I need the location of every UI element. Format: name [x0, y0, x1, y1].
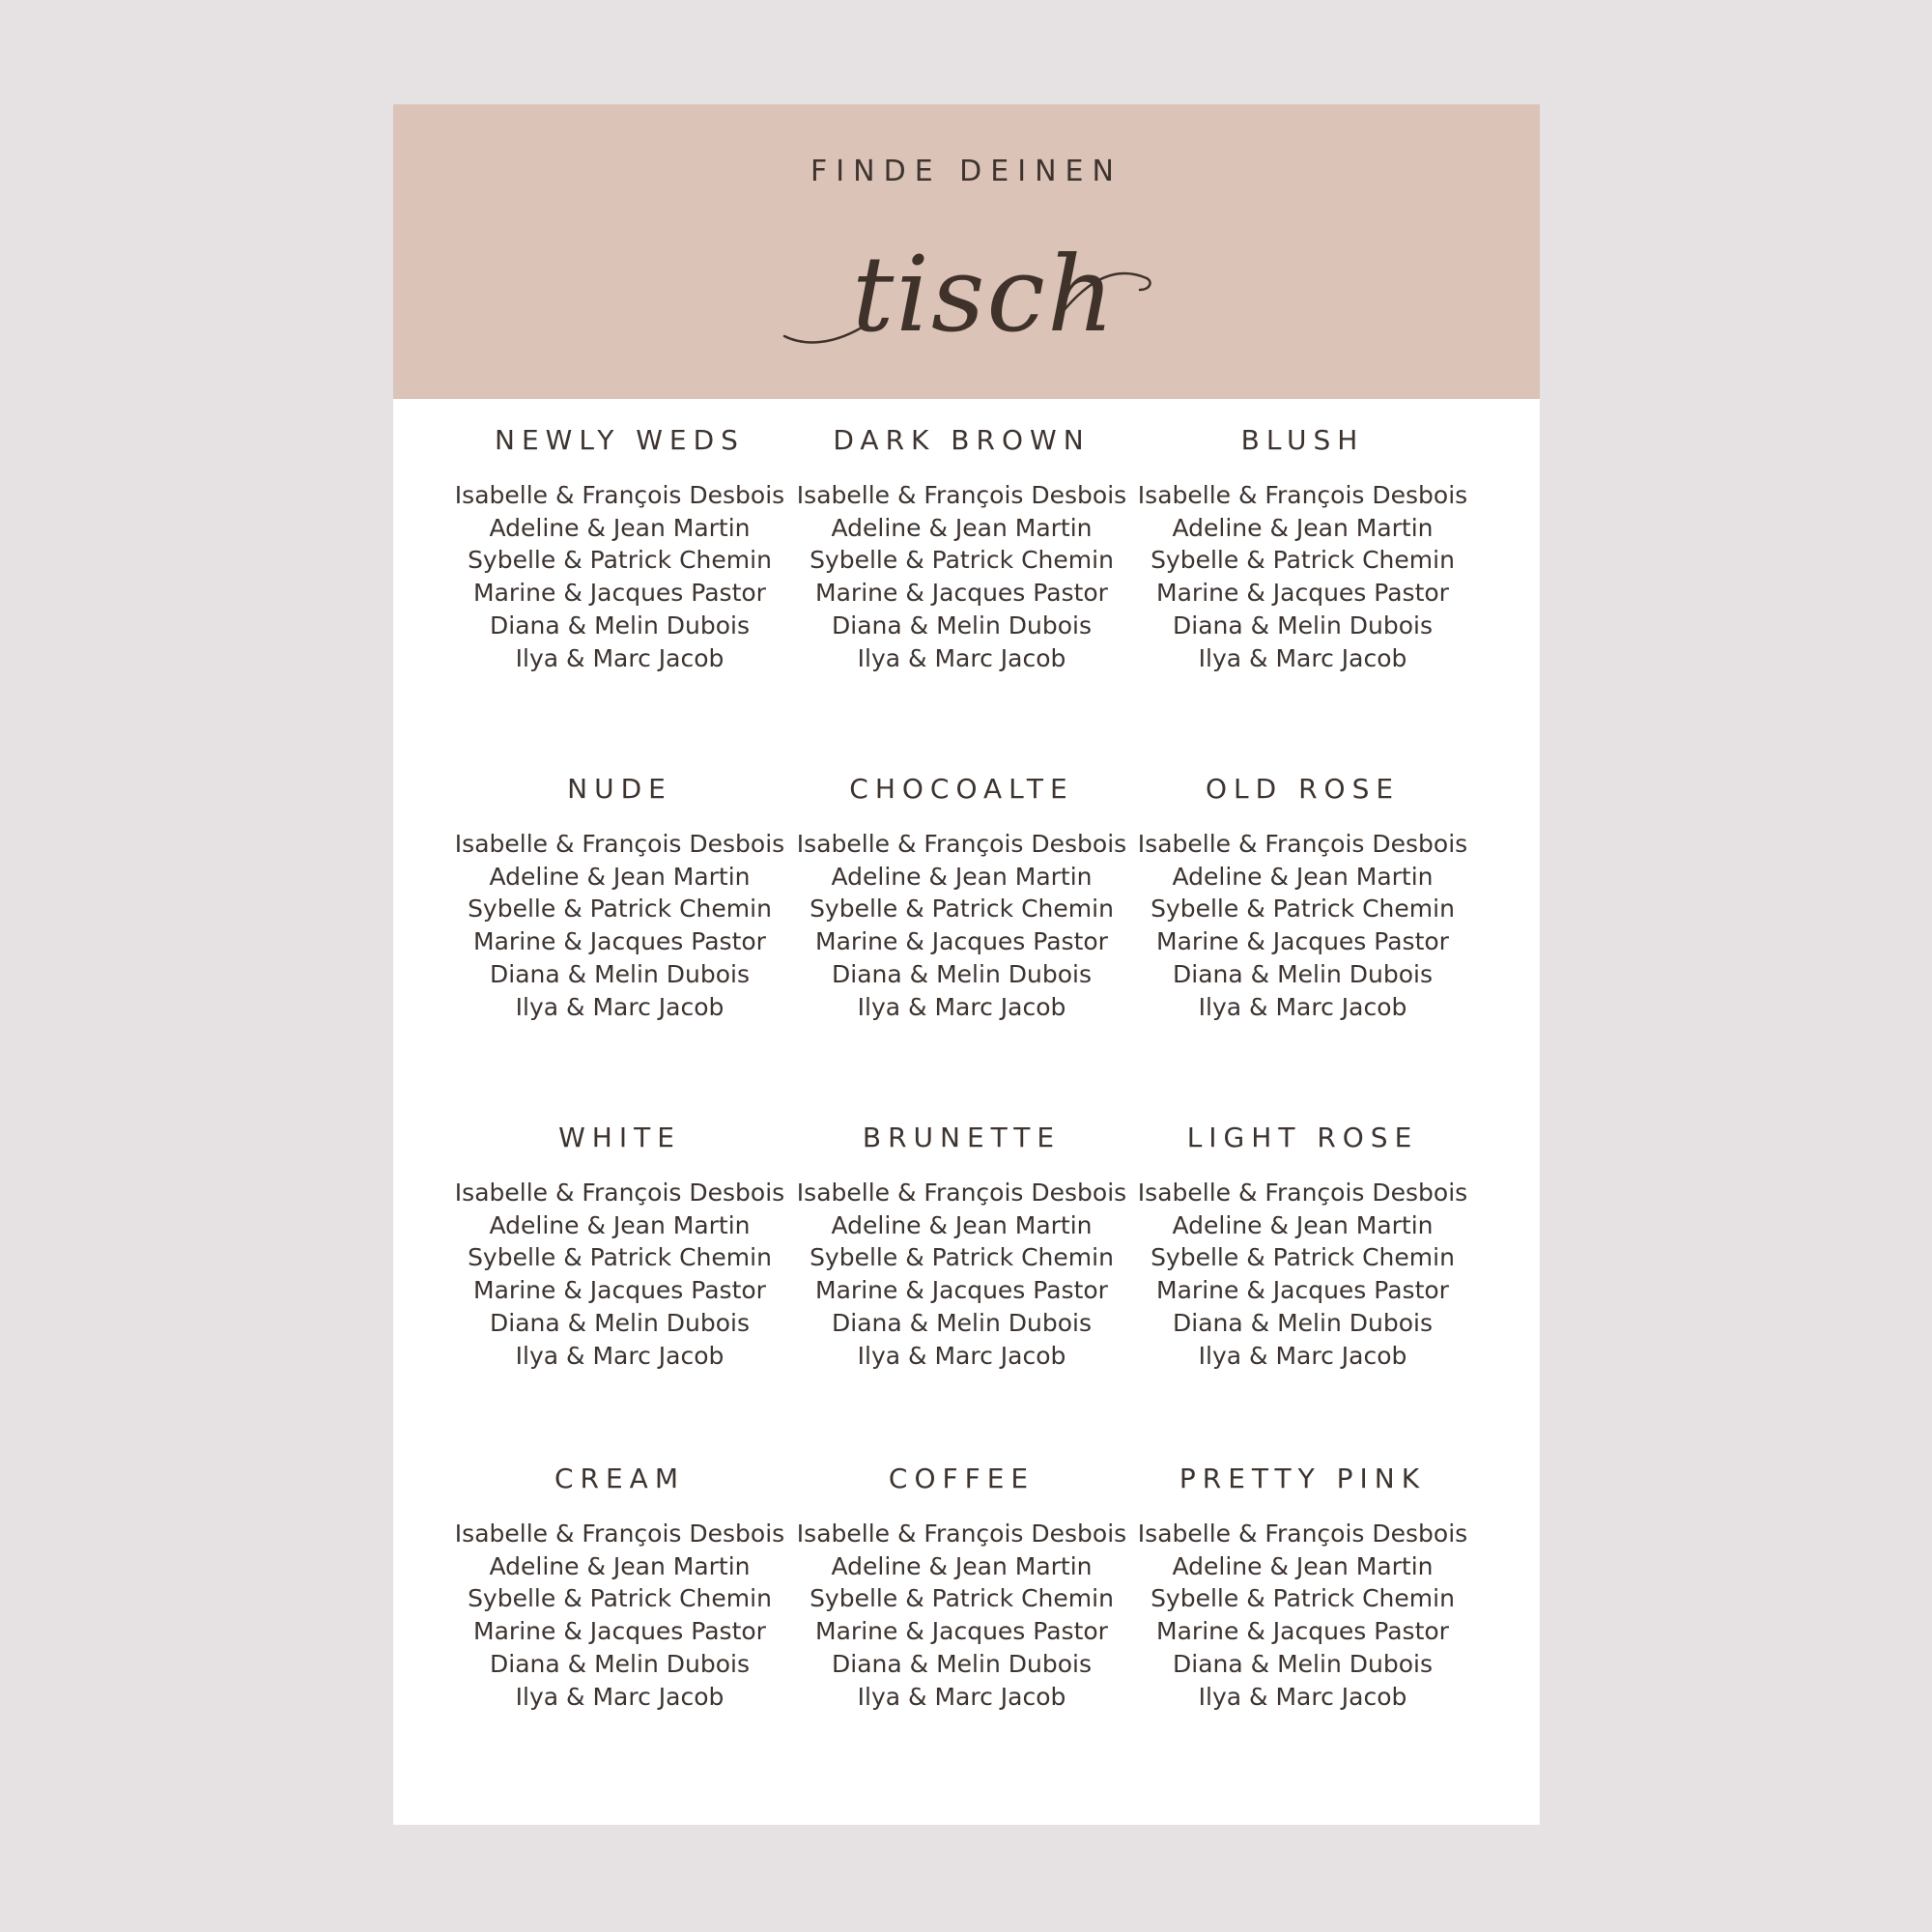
- guest-pair: Sybelle & Patrick Chemin: [810, 895, 1114, 923]
- guest-pair: Diana & Melin Dubois: [1173, 1308, 1433, 1337]
- table-name: NUDE: [567, 773, 672, 805]
- table-block: [1129, 423, 1476, 674]
- guest-pair: Sybelle & Patrick Chemin: [468, 895, 772, 923]
- guest-pair: Marine & Jacques Pastor: [1156, 1617, 1449, 1646]
- table-block: [446, 1121, 793, 1372]
- table-block: [788, 772, 1135, 1023]
- guest-pair: Diana & Melin Dubois: [1173, 959, 1433, 988]
- guest-pair: Ilya & Marc Jacob: [515, 992, 724, 1021]
- header-band: [393, 104, 1540, 399]
- table-name: DARK BROWN: [833, 424, 1091, 456]
- guest-pair: Ilya & Marc Jacob: [857, 992, 1066, 1021]
- guest-pair: Marine & Jacques Pastor: [1156, 579, 1449, 608]
- script-title: tisch: [852, 235, 1117, 355]
- guest-pair: Marine & Jacques Pastor: [473, 1276, 766, 1305]
- table-name: COFFEE: [888, 1463, 1036, 1494]
- guest-list: [1129, 828, 1476, 1023]
- table-name: BRUNETTE: [862, 1122, 1062, 1153]
- guest-pair: Isabelle & François Desbois: [454, 1520, 785, 1548]
- guest-pair: Adeline & Jean Martin: [1172, 862, 1434, 891]
- guest-pair: Sybelle & Patrick Chemin: [468, 546, 772, 575]
- guest-list: [1129, 1177, 1476, 1372]
- guest-pair: Sybelle & Patrick Chemin: [810, 1584, 1114, 1613]
- guest-pair: Diana & Melin Dubois: [832, 1649, 1092, 1678]
- guest-pair: Sybelle & Patrick Chemin: [468, 1243, 772, 1272]
- guest-list: [446, 1518, 793, 1713]
- guest-list: [788, 479, 1135, 674]
- guest-pair: Isabelle & François Desbois: [454, 830, 785, 858]
- guest-pair: Adeline & Jean Martin: [1172, 1551, 1434, 1580]
- table-block: [788, 1462, 1135, 1713]
- guest-list: [446, 828, 793, 1023]
- table-name: OLD ROSE: [1205, 773, 1401, 805]
- guest-pair: Ilya & Marc Jacob: [515, 643, 724, 672]
- table-name: CREAM: [554, 1463, 685, 1494]
- guest-pair: Adeline & Jean Martin: [489, 513, 751, 542]
- guest-pair: Sybelle & Patrick Chemin: [810, 1243, 1114, 1272]
- guest-pair: Marine & Jacques Pastor: [815, 927, 1108, 956]
- guest-pair: Ilya & Marc Jacob: [1198, 643, 1407, 672]
- guest-pair: Adeline & Jean Martin: [489, 1210, 751, 1239]
- table-block: [446, 423, 793, 674]
- guest-pair: Ilya & Marc Jacob: [1198, 1682, 1407, 1711]
- guest-pair: Isabelle & François Desbois: [454, 481, 785, 509]
- guest-pair: Ilya & Marc Jacob: [1198, 1341, 1407, 1370]
- table-name: LIGHT ROSE: [1186, 1122, 1419, 1153]
- guest-pair: Sybelle & Patrick Chemin: [468, 1584, 772, 1613]
- table-block: [1129, 1462, 1476, 1713]
- table-name: WHITE: [558, 1122, 681, 1153]
- guest-pair: Diana & Melin Dubois: [490, 1308, 750, 1337]
- guest-pair: Adeline & Jean Martin: [489, 862, 751, 891]
- guest-pair: Marine & Jacques Pastor: [473, 927, 766, 956]
- guest-pair: Adeline & Jean Martin: [831, 1210, 1093, 1239]
- guest-pair: Isabelle & François Desbois: [796, 1520, 1127, 1548]
- guest-pair: Marine & Jacques Pastor: [815, 1276, 1108, 1305]
- guest-pair: Diana & Melin Dubois: [832, 1308, 1092, 1337]
- table-grid: [446, 423, 1487, 1776]
- guest-pair: Ilya & Marc Jacob: [857, 1682, 1066, 1711]
- guest-pair: Adeline & Jean Martin: [489, 1551, 751, 1580]
- table-block: [1129, 772, 1476, 1023]
- guest-pair: Isabelle & François Desbois: [796, 481, 1127, 509]
- guest-list: [446, 479, 793, 674]
- guest-pair: Diana & Melin Dubois: [490, 1649, 750, 1678]
- guest-pair: Sybelle & Patrick Chemin: [1151, 1584, 1455, 1613]
- guest-pair: Adeline & Jean Martin: [1172, 1210, 1434, 1239]
- table-name: BLUSH: [1240, 424, 1365, 456]
- guest-pair: Adeline & Jean Martin: [831, 513, 1093, 542]
- guest-pair: Adeline & Jean Martin: [831, 1551, 1093, 1580]
- guest-pair: Isabelle & François Desbois: [1137, 1179, 1468, 1207]
- guest-pair: Ilya & Marc Jacob: [857, 1341, 1066, 1370]
- guest-pair: Marine & Jacques Pastor: [1156, 1276, 1449, 1305]
- table-block: [446, 772, 793, 1023]
- table-block: [446, 1462, 793, 1713]
- guest-list: [788, 1518, 1135, 1713]
- guest-pair: Sybelle & Patrick Chemin: [1151, 1243, 1455, 1272]
- guest-pair: Marine & Jacques Pastor: [815, 579, 1108, 608]
- guest-pair: Ilya & Marc Jacob: [515, 1341, 724, 1370]
- guest-list: [788, 828, 1135, 1023]
- table-block: [788, 1121, 1135, 1372]
- guest-pair: Isabelle & François Desbois: [796, 830, 1127, 858]
- guest-pair: Diana & Melin Dubois: [490, 611, 750, 639]
- table-block: [1129, 1121, 1476, 1372]
- guest-pair: Sybelle & Patrick Chemin: [1151, 895, 1455, 923]
- guest-pair: Ilya & Marc Jacob: [1198, 992, 1407, 1021]
- table-name: NEWLY WEDS: [495, 424, 745, 456]
- guest-pair: Isabelle & François Desbois: [796, 1179, 1127, 1207]
- guest-pair: Marine & Jacques Pastor: [473, 579, 766, 608]
- table-name: CHOCOALTE: [849, 773, 1074, 805]
- seating-chart-card: [393, 104, 1540, 1825]
- header-pretitle: FINDE DEINEN: [810, 155, 1122, 188]
- guest-list: [446, 1177, 793, 1372]
- guest-pair: Diana & Melin Dubois: [1173, 611, 1433, 639]
- table-name: PRETTY PINK: [1179, 1463, 1427, 1494]
- guest-pair: Sybelle & Patrick Chemin: [1151, 546, 1455, 575]
- guest-pair: Marine & Jacques Pastor: [815, 1617, 1108, 1646]
- guest-list: [1129, 1518, 1476, 1713]
- script-title-wrap: [765, 211, 1171, 375]
- guest-pair: Sybelle & Patrick Chemin: [810, 546, 1114, 575]
- guest-pair: Marine & Jacques Pastor: [1156, 927, 1449, 956]
- guest-pair: Ilya & Marc Jacob: [515, 1682, 724, 1711]
- guest-pair: Diana & Melin Dubois: [832, 959, 1092, 988]
- guest-pair: Diana & Melin Dubois: [1173, 1649, 1433, 1678]
- guest-pair: Ilya & Marc Jacob: [857, 643, 1066, 672]
- guest-pair: Adeline & Jean Martin: [831, 862, 1093, 891]
- guest-list: [1129, 479, 1476, 674]
- guest-pair: Isabelle & François Desbois: [1137, 481, 1468, 509]
- guest-pair: Isabelle & François Desbois: [1137, 830, 1468, 858]
- guest-pair: Marine & Jacques Pastor: [473, 1617, 766, 1646]
- guest-pair: Diana & Melin Dubois: [490, 959, 750, 988]
- guest-pair: Isabelle & François Desbois: [454, 1179, 785, 1207]
- table-block: [788, 423, 1135, 674]
- guest-pair: Isabelle & François Desbois: [1137, 1520, 1468, 1548]
- guest-list: [788, 1177, 1135, 1372]
- guest-pair: Diana & Melin Dubois: [832, 611, 1092, 639]
- guest-pair: Adeline & Jean Martin: [1172, 513, 1434, 542]
